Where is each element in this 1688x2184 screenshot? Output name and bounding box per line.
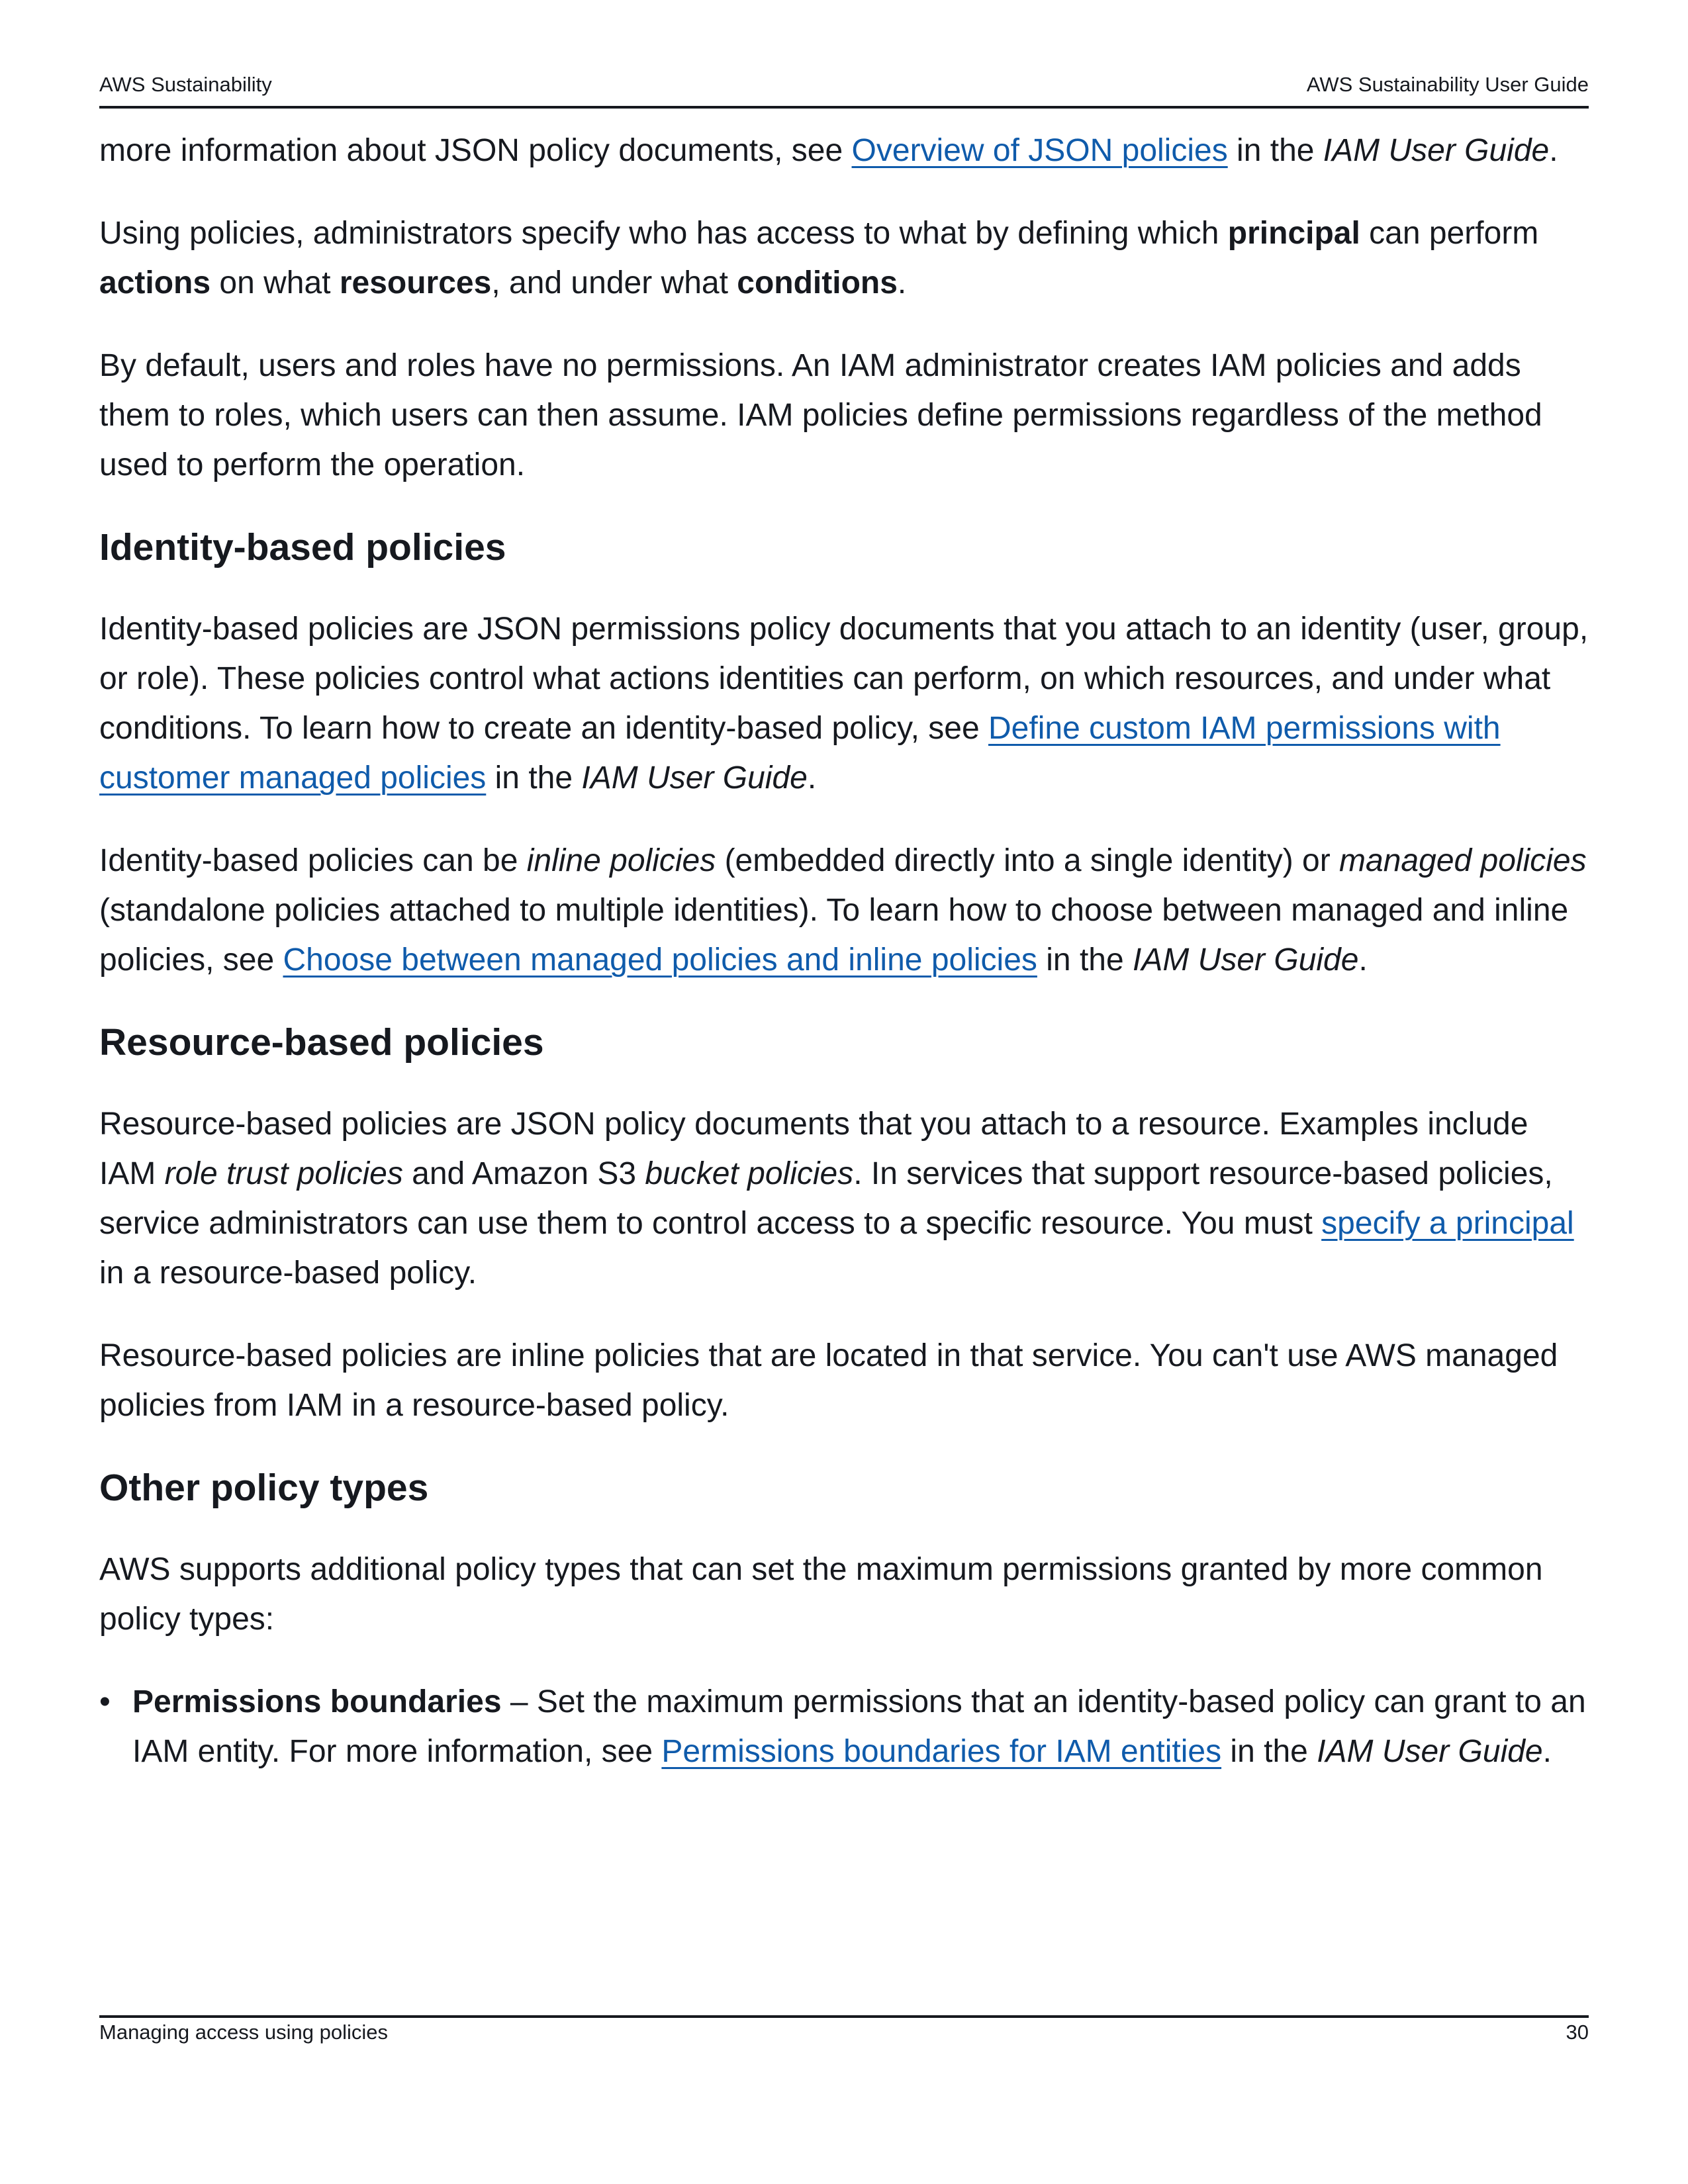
text: and Amazon S3 xyxy=(402,1156,645,1191)
text: , and under what xyxy=(491,265,737,300)
text: Using policies, administrators specify who has access to what by defining which xyxy=(99,216,1228,251)
term-role-trust-policies: role trust policies xyxy=(164,1156,403,1191)
term-bucket-policies: bucket policies xyxy=(645,1156,854,1191)
text: on what xyxy=(211,265,340,300)
footer-rule xyxy=(99,2015,1589,2018)
text: more information about JSON policy documents, see xyxy=(99,133,852,168)
term-conditions: conditions xyxy=(737,265,898,300)
guide-title: IAM User Guide xyxy=(1323,133,1550,168)
paragraph-inline-managed xyxy=(99,836,1589,985)
text: . In services that support resource-based policies, service administrators can use them to control access to a specific resource. You must xyxy=(99,1156,1553,1241)
link-define-custom-iam-permissions[interactable]: Define custom IAM permissions with customer managed policies xyxy=(99,711,1501,796)
heading-identity-based-policies: Identity-based policies xyxy=(99,526,506,569)
link-permissions-boundaries-iam[interactable]: Permissions boundaries for IAM entities xyxy=(661,1734,1222,1769)
link-overview-json-policies[interactable]: Overview of JSON policies xyxy=(851,133,1228,168)
term-managed-policies: managed policies xyxy=(1339,843,1587,878)
page-number: 30 xyxy=(1566,2021,1589,2044)
paragraph-using-policies xyxy=(99,208,1589,308)
list-item-permissions-boundaries xyxy=(99,1677,1589,1776)
term-actions: actions xyxy=(99,265,211,300)
text: . xyxy=(807,760,817,796)
paragraph-other-policy-types: AWS supports additional policy types that can set the maximum permissions granted by more common policy types: xyxy=(99,1552,1543,1637)
term-principal: principal xyxy=(1227,216,1360,251)
text: can perform xyxy=(1360,216,1539,251)
heading-other-policy-types: Other policy types xyxy=(99,1467,429,1509)
text: in the xyxy=(1227,133,1323,168)
header-doc-title: AWS Sustainability xyxy=(99,73,272,96)
text: in a resource-based policy. xyxy=(99,1255,477,1291)
page-content xyxy=(99,126,1589,1776)
heading-resource-based-policies: Resource-based policies xyxy=(99,1021,544,1064)
term-inline-policies: inline policies xyxy=(526,843,716,878)
page-header xyxy=(99,73,1589,97)
bullet-icon: • xyxy=(99,1684,111,1719)
guide-title: IAM User Guide xyxy=(1133,942,1359,978)
text: – Set the maximum permissions that an identity-based policy can grant to an IAM entity. For more information, see xyxy=(132,1684,1586,1769)
text: in the xyxy=(1221,1734,1317,1769)
paragraph-identity-based xyxy=(99,604,1589,803)
paragraph-json-overview xyxy=(99,126,1589,175)
guide-title: IAM User Guide xyxy=(581,760,808,796)
text: (embedded directly into a single identity) or xyxy=(716,843,1340,878)
text: Identity-based policies are JSON permissions policy documents that you attach to an identity (user, group, or role). These policies control what actions identities can perform, on which resources, and under what conditions. To learn how to create an identity-based policy, see xyxy=(99,612,1589,746)
paragraph-resource-based xyxy=(99,1099,1589,1298)
text: . xyxy=(1358,942,1368,978)
header-rule xyxy=(99,106,1589,109)
text: . xyxy=(1542,1734,1552,1769)
term-resources: resources xyxy=(339,265,492,300)
paragraph-resource-inline: Resource-based policies are inline policies that are located in that service. You can't use AWS managed policies from IAM in a resource-based policy. xyxy=(99,1338,1558,1423)
text: in the xyxy=(486,760,582,796)
text: . xyxy=(1549,133,1558,168)
header-guide-title: AWS Sustainability User Guide xyxy=(1306,73,1589,96)
footer-section-title: Managing access using policies xyxy=(99,2021,388,2044)
link-choose-managed-inline[interactable]: Choose between managed policies and inline policies xyxy=(283,942,1037,978)
policy-types-list xyxy=(99,1677,1589,1776)
text: . xyxy=(897,265,907,300)
paragraph-default-permissions: By default, users and roles have no permissions. An IAM administrator creates IAM policies and adds them to roles, which users can then assume. IAM policies define permissions regardless of the method used to perform the operation. xyxy=(99,348,1542,482)
term-permissions-boundaries: Permissions boundaries xyxy=(132,1684,502,1719)
page-footer xyxy=(99,2021,1589,2044)
text: in the xyxy=(1037,942,1133,978)
guide-title: IAM User Guide xyxy=(1317,1734,1543,1769)
text: Resource-based policies are JSON policy documents that you attach to a resource. Examples include IAM xyxy=(99,1107,1528,1191)
text: (standalone policies attached to multiple identities). To learn how to choose between managed and inline policies, see xyxy=(99,893,1569,978)
text: Identity-based policies can be xyxy=(99,843,527,878)
link-specify-a-principal[interactable]: specify a principal xyxy=(1321,1206,1574,1241)
